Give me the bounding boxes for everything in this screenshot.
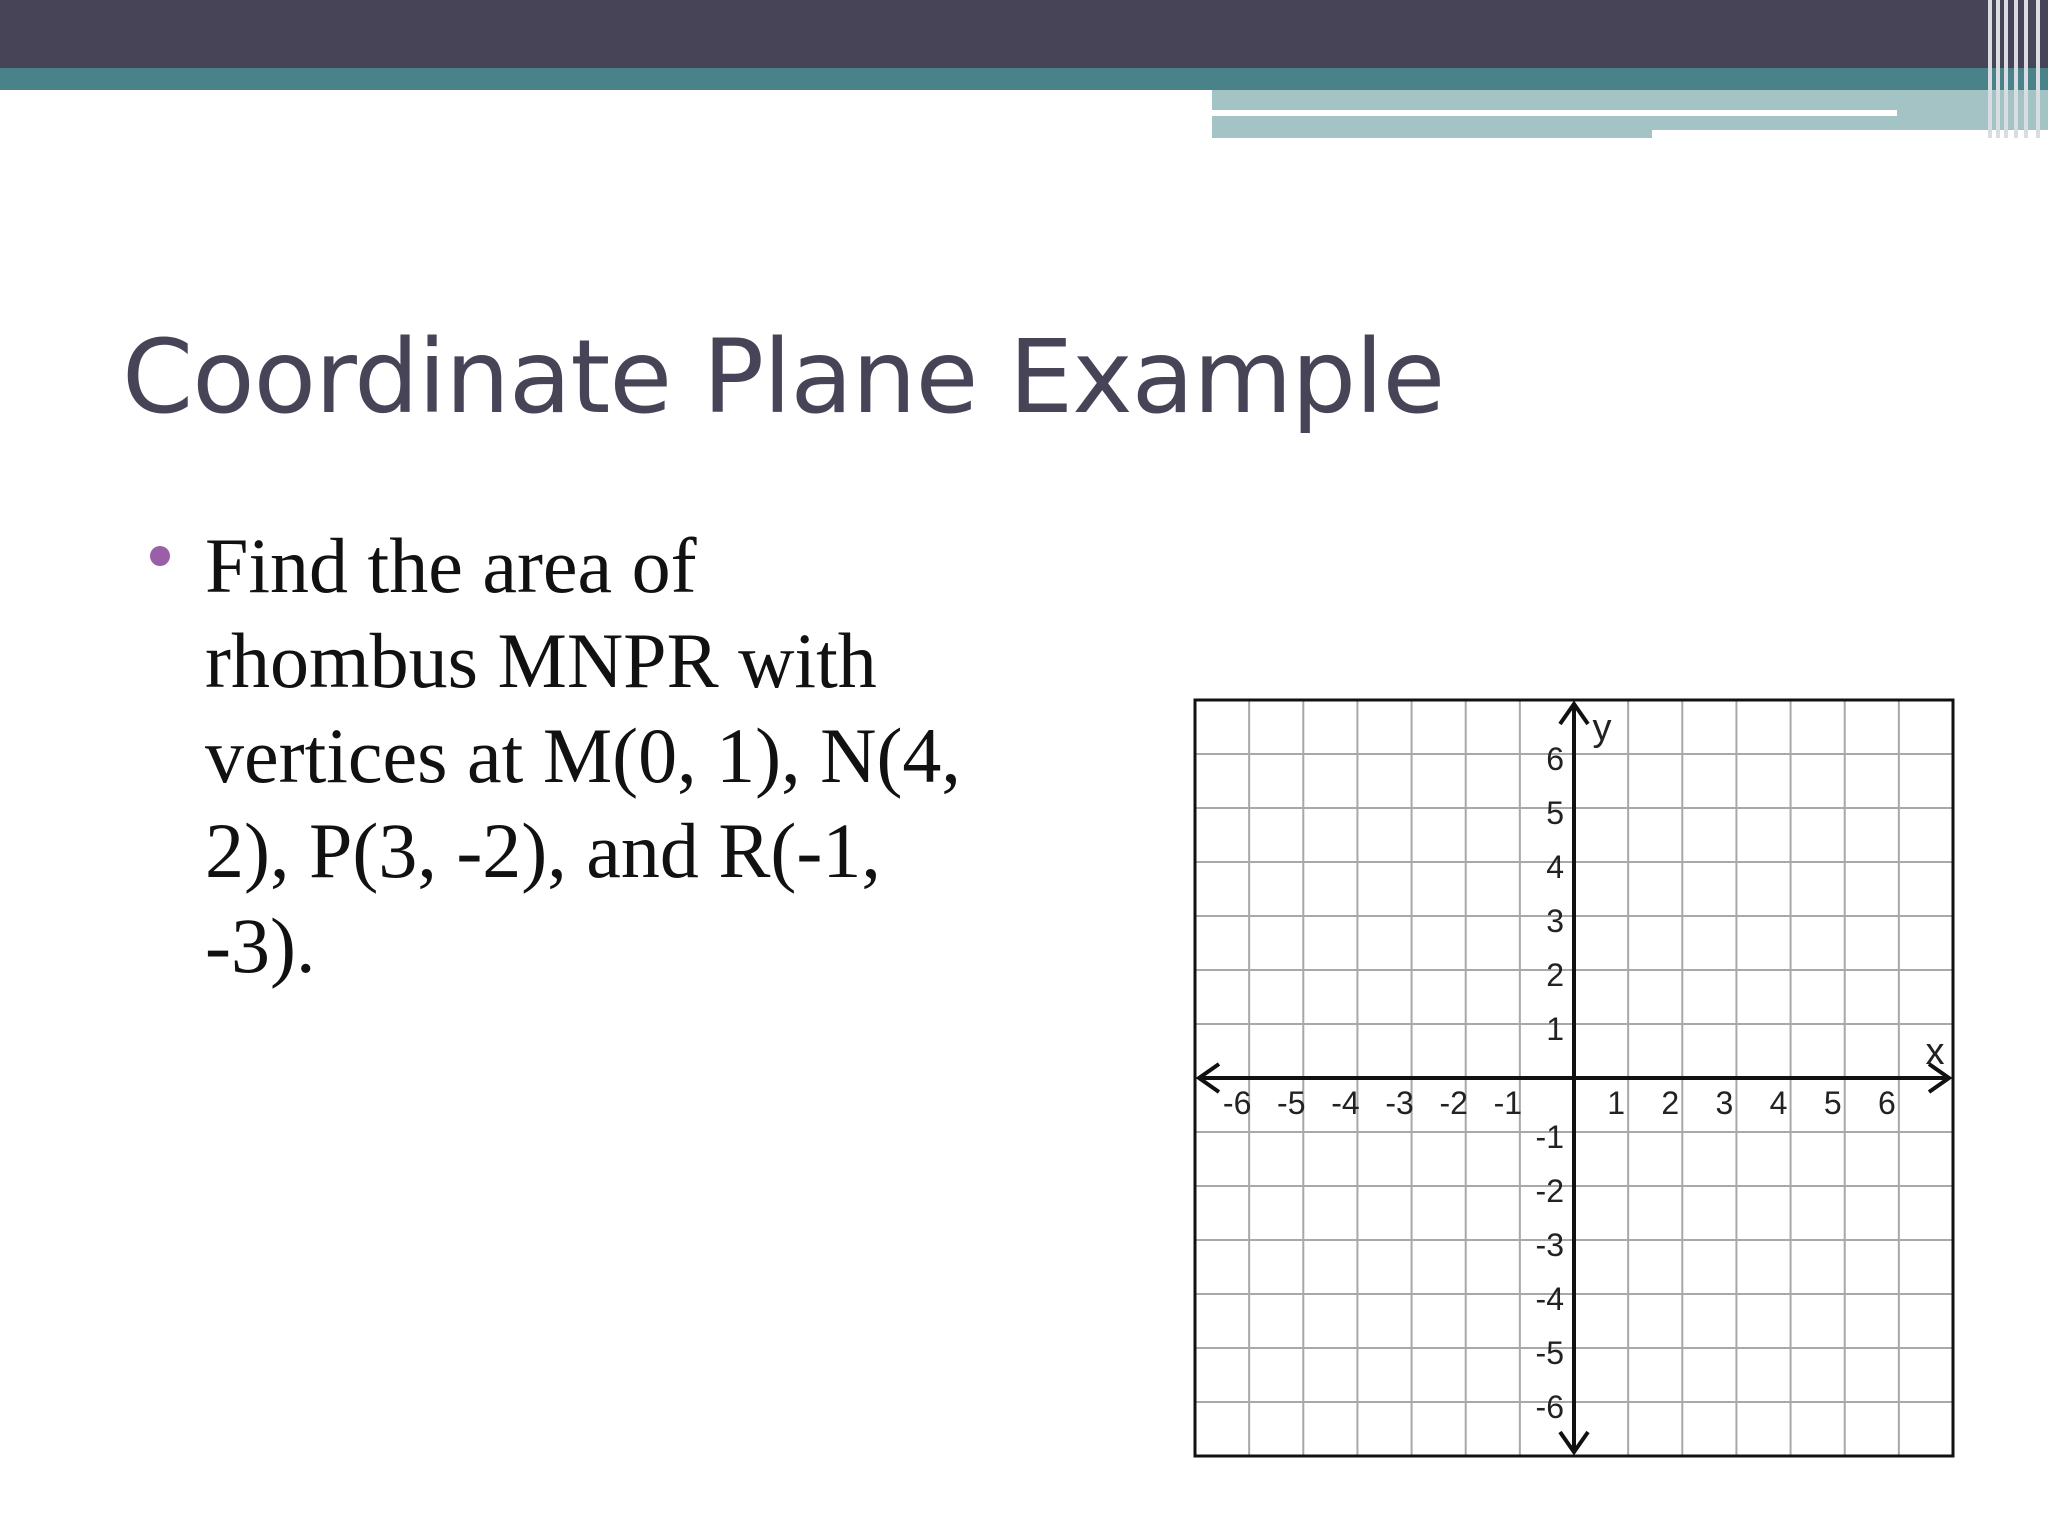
x-tick-label: 6 bbox=[1877, 1085, 1896, 1121]
y-tick-label: -3 bbox=[1535, 1227, 1564, 1263]
y-tick-label: -6 bbox=[1535, 1389, 1564, 1425]
bullet-text: Find the area of rhombus MNPR with vertices at M(0, 1), N(4, 2), P(3, -2), and R(-1, -3). bbox=[205, 522, 961, 989]
y-tick-label: -2 bbox=[1535, 1173, 1564, 1209]
header-accent-line bbox=[1212, 110, 1897, 116]
y-tick-label: 1 bbox=[1546, 1011, 1564, 1047]
slide-title: Coordinate Plane Example bbox=[122, 318, 1445, 437]
y-tick-label: -1 bbox=[1535, 1119, 1564, 1155]
y-tick-label: -4 bbox=[1535, 1281, 1564, 1317]
bullet-dot bbox=[150, 546, 170, 566]
x-tick-label: -1 bbox=[1493, 1085, 1523, 1121]
y-tick-label: 2 bbox=[1546, 957, 1564, 993]
y-tick-label: 4 bbox=[1546, 849, 1564, 885]
y-tick-label: 5 bbox=[1546, 795, 1564, 831]
x-tick-label: -2 bbox=[1439, 1085, 1468, 1121]
x-tick-label: 2 bbox=[1661, 1085, 1680, 1121]
x-tick-label: -4 bbox=[1331, 1085, 1360, 1121]
x-tick-label: 3 bbox=[1715, 1085, 1734, 1121]
header-bar-teal bbox=[0, 68, 2048, 90]
x-tick-label: 4 bbox=[1769, 1085, 1788, 1121]
y-axis-label: y bbox=[1592, 707, 1612, 749]
header-edge-stripes bbox=[1986, 0, 2048, 138]
x-tick-label: 5 bbox=[1823, 1085, 1842, 1121]
x-axis-label: x bbox=[1925, 1031, 1945, 1073]
x-tick-label: -6 bbox=[1222, 1085, 1252, 1121]
x-tick-label: -3 bbox=[1385, 1085, 1414, 1121]
y-tick-label: 3 bbox=[1546, 903, 1564, 939]
x-tick-label: -5 bbox=[1277, 1085, 1306, 1121]
y-tick-label: -5 bbox=[1535, 1335, 1564, 1371]
coordinate-grid bbox=[1193, 698, 1955, 1458]
x-tick-label: 1 bbox=[1607, 1085, 1626, 1121]
header-bar-dark bbox=[0, 0, 2048, 68]
y-tick-label: 6 bbox=[1546, 741, 1564, 777]
